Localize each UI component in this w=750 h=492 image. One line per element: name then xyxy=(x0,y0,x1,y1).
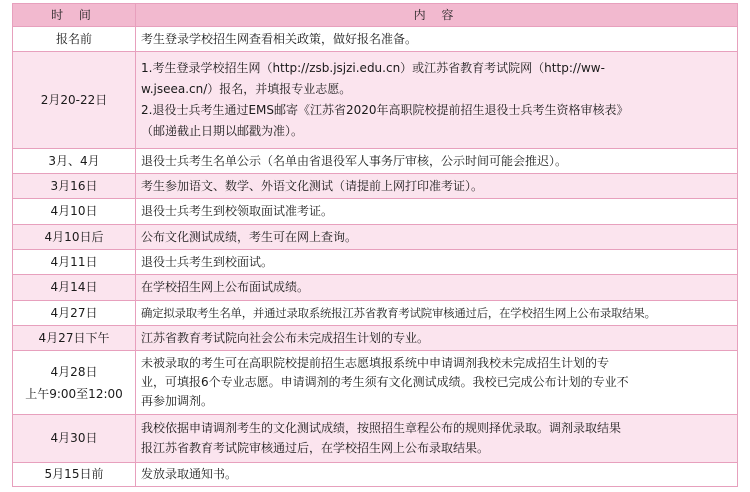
row-content: 考生参加语文、数学、外语文化测试（请提前上网打印准考证）。 xyxy=(136,173,738,198)
row-time: 4月28日 上午9:00至12:00 xyxy=(13,351,136,415)
table-row xyxy=(13,224,738,249)
row-time: 4月10日后 xyxy=(13,224,136,249)
row-content: 在学校招生网上公布面试成绩。 xyxy=(136,275,738,300)
row-time: 报名前 xyxy=(13,27,136,52)
row-content: 退役士兵考生名单公示（名单由省退役军人事务厅审核，公示时间可能会推迟）。 xyxy=(136,148,738,173)
table-row xyxy=(13,415,738,463)
table-header-row xyxy=(13,4,738,27)
table-row xyxy=(13,173,738,198)
table-row xyxy=(13,27,738,52)
row-content: 未被录取的考生可在高职院校提前招生志愿填报系统中申请调剂我校未完成招生计划的专 业，可填报6个专业志愿。申请调剂的考生须有文化测试成绩。我校已完成公布计划的专业不 再参加调剂。 xyxy=(136,351,738,415)
row-time: 2月20-22日 xyxy=(13,52,136,148)
row-content: 退役士兵考生到校领取面试准考证。 xyxy=(136,199,738,224)
row-content: 确定拟录取考生名单，并通过录取系统报江苏省教育考试院审核通过后，在学校招生网上公布录取结果。 xyxy=(136,300,738,325)
table-row xyxy=(13,52,738,148)
admission-schedule-table xyxy=(12,3,738,487)
row-time: 4月27日下午 xyxy=(13,325,136,350)
row-content: 江苏省教育考试院向社会公布未完成招生计划的专业。 xyxy=(136,325,738,350)
row-time: 4月30日 xyxy=(13,415,136,463)
table-row xyxy=(13,148,738,173)
row-time: 4月27日 xyxy=(13,300,136,325)
row-content: 公布文化测试成绩，考生可在网上查询。 xyxy=(136,224,738,249)
row-content: 退役士兵考生到校面试。 xyxy=(136,249,738,274)
table-row xyxy=(13,462,738,486)
row-time: 4月10日 xyxy=(13,199,136,224)
row-content: 发放录取通知书。 xyxy=(136,462,738,486)
row-content: 我校依据申请调剂考生的文化测试成绩，按照招生章程公布的规则择优录取。调剂录取结果 报江苏省教育考试院审核通过后，在学校招生网上公布录取结果。 xyxy=(136,415,738,463)
table-row xyxy=(13,249,738,274)
row-time: 3月、4月 xyxy=(13,148,136,173)
table-row xyxy=(13,300,738,325)
table-row xyxy=(13,351,738,415)
table-row xyxy=(13,275,738,300)
row-time: 5月15日前 xyxy=(13,462,136,486)
row-time: 4月11日 xyxy=(13,249,136,274)
row-content: 1.考生登录学校招生网（http://zsb.jsjzi.edu.cn）或江苏省教育考试院网（http://ww- w.jseea.cn/）报名，并填报专业志愿。 2.退役士兵考生通过EMS邮寄《江苏省2020年高职院校提前招生退役士兵考生资格审核表》 （邮递截止日期以邮戳为准）。 xyxy=(136,52,738,148)
row-time: 4月14日 xyxy=(13,275,136,300)
header-content: 内 容 xyxy=(136,4,738,27)
table-row xyxy=(13,325,738,350)
row-content: 考生登录学校招生网查看相关政策，做好报名准备。 xyxy=(136,27,738,52)
table-row xyxy=(13,199,738,224)
header-time: 时 间 xyxy=(13,4,136,27)
row-time: 3月16日 xyxy=(13,173,136,198)
